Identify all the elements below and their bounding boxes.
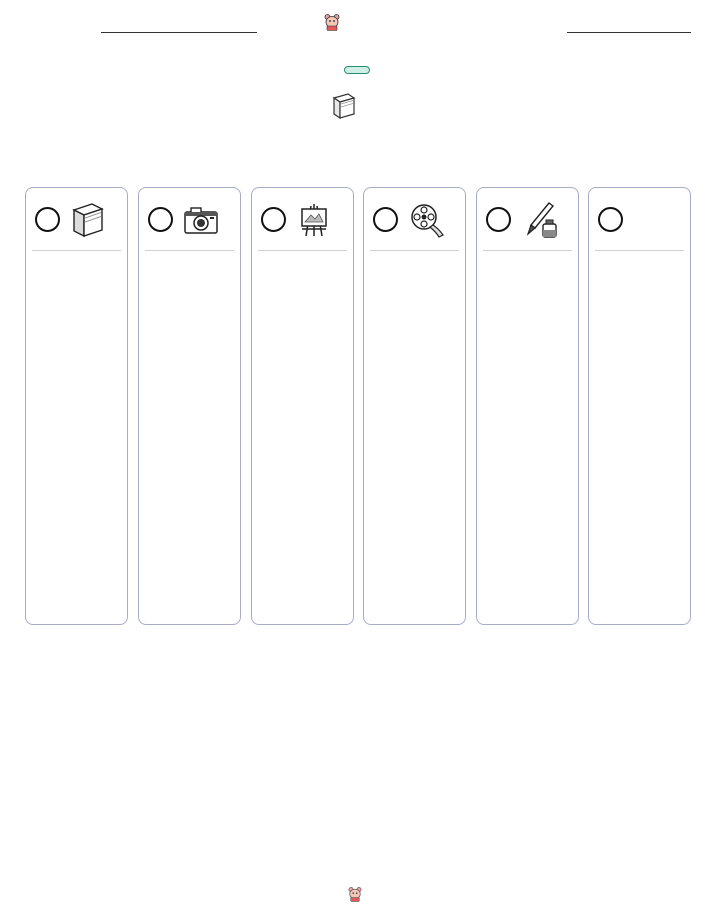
column-number <box>373 207 398 232</box>
bear-mascot-icon <box>348 886 362 902</box>
column-1 <box>25 187 128 625</box>
column-divider <box>370 250 459 251</box>
bear-mascot-icon <box>324 13 340 31</box>
activity-tag-wrap <box>0 66 714 74</box>
tamil-letter-icon <box>631 200 671 240</box>
footer <box>0 886 714 902</box>
column-divider <box>145 250 234 251</box>
easel-icon <box>294 200 334 240</box>
activity-tag <box>344 66 370 74</box>
column-number <box>598 207 623 232</box>
column-number <box>261 207 286 232</box>
book-icon <box>328 91 358 121</box>
column-number <box>148 207 173 232</box>
column-number <box>35 207 60 232</box>
column-4 <box>363 187 466 625</box>
camera-icon <box>181 200 221 240</box>
column-divider <box>595 250 684 251</box>
name-line[interactable] <box>101 32 257 33</box>
book-icon <box>68 200 108 240</box>
date-line[interactable] <box>567 32 691 33</box>
column-6 <box>588 187 691 625</box>
film-reel-icon <box>406 200 446 240</box>
column-divider <box>32 250 121 251</box>
column-5 <box>476 187 579 625</box>
column-divider <box>258 250 347 251</box>
column-divider <box>483 250 572 251</box>
fountain-pen-ink-icon <box>519 200 559 240</box>
column-number <box>486 207 511 232</box>
title-row <box>0 91 714 121</box>
brand-logo <box>324 13 344 31</box>
column-2 <box>138 187 241 625</box>
column-3 <box>251 187 354 625</box>
